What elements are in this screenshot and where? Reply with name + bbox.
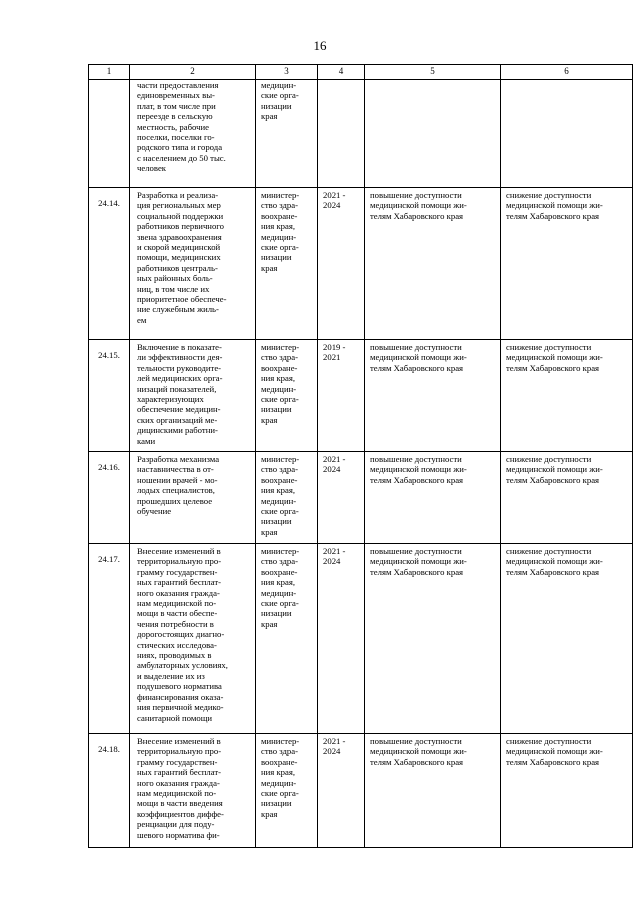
cell-period: 2021 - 2024	[318, 734, 365, 848]
cell-period: 2021 - 2024	[318, 188, 365, 340]
table-row-continuation	[89, 80, 633, 188]
cell-number: 24.14.	[89, 188, 130, 340]
cell-number: 24.16.	[89, 452, 130, 544]
cell-result: повышение доступности медицинской помощи жи- телям Хабаровского края	[365, 544, 501, 734]
measures-table	[88, 64, 633, 848]
cell-measure: Включение в показате- ли эффективности дея- тельности руководите- лей медицинских орга- низаций показателей, характеризующих обеспечение медицин- ских организаций ме- дицинскими работни- ками	[130, 340, 256, 452]
cell-consequence: снижение доступности медицинской помощи жи- телям Хабаровского края	[501, 452, 633, 544]
table-row	[89, 734, 633, 848]
cell-measure: Внесение изменений в территориальную про- грамму государствен- ных гарантий бесплат- ного оказания гражда- нам медицинской по- мощи в части обеспе- чения потребности в дорогостоящих диагно- стических исследова- ниях, проводимых в амбулаторных условиях, и выделение их из подушевого норматива финансирования оказа- ния первичной медико- санитарной помощи	[130, 544, 256, 734]
cell-result: повышение доступности медицинской помощи жи- телям Хабаровского края	[365, 734, 501, 848]
column-header-4: 4	[318, 65, 365, 80]
cell-measure: части предоставления единовременных вы- плат, в том числе при переезде в сельскую местность, рабочие поселки, поселки го- родского типа и города с населением до 50 тыс. человек	[130, 80, 256, 188]
cell-result	[365, 80, 501, 188]
cell-number: 24.17.	[89, 544, 130, 734]
cell-result: повышение доступности медицинской помощи жи- телям Хабаровского края	[365, 340, 501, 452]
cell-measure: Разработка и реализа- ция региональных мер социальной поддержки работников первичного звена здравоохранения и скорой медицинской помощи, медицинских работников централь- ных районных боль- ниц, в том числе их приоритетное обеспече- ние служебным жиль- ем	[130, 188, 256, 340]
cell-period: 2019 - 2021	[318, 340, 365, 452]
column-header-5: 5	[365, 65, 501, 80]
cell-executor: министер- ство здра- воохране- ния края, медицин- ские орга- низации края	[256, 188, 318, 340]
column-header-2: 2	[130, 65, 256, 80]
table-row	[89, 188, 633, 340]
cell-result: повышение доступности медицинской помощи жи- телям Хабаровского края	[365, 188, 501, 340]
cell-consequence: снижение доступности медицинской помощи жи- телям Хабаровского края	[501, 544, 633, 734]
cell-number	[89, 80, 130, 188]
cell-consequence	[501, 80, 633, 188]
cell-executor: министер- ство здра- воохране- ния края, медицин- ские орга- низации края	[256, 734, 318, 848]
cell-measure: Разработка механизма наставничества в от- ношении врачей - мо- лодых специалистов, прошедших целевое обучение	[130, 452, 256, 544]
cell-period: 2021 - 2024	[318, 452, 365, 544]
cell-result: повышение доступности медицинской помощи жи- телям Хабаровского края	[365, 452, 501, 544]
cell-consequence: снижение доступности медицинской помощи жи- телям Хабаровского края	[501, 734, 633, 848]
table-row	[89, 452, 633, 544]
cell-measure: Внесение изменений в территориальную про- грамму государствен- ных гарантий бесплат- ного оказания гражда- нам медицинской по- мощи в части введения коэффициентов диффе- ренциации для поду- шевого норматива фи-	[130, 734, 256, 848]
cell-period	[318, 80, 365, 188]
page-number: 16	[313, 38, 327, 53]
cell-executor: министер- ство здра- воохране- ния края, медицин- ские орга- низации края	[256, 452, 318, 544]
column-header-6: 6	[501, 65, 633, 80]
cell-executor: министер- ство здра- воохране- ния края, медицин- ские орга- низации края	[256, 544, 318, 734]
cell-executor: министер- ство здра- воохране- ния края, медицин- ские орга- низации края	[256, 340, 318, 452]
cell-number: 24.18.	[89, 734, 130, 848]
cell-number: 24.15.	[89, 340, 130, 452]
column-header-3: 3	[256, 65, 318, 80]
cell-executor: медицин- ские орга- низации края	[256, 80, 318, 188]
column-header-1: 1	[89, 65, 130, 80]
cell-consequence: снижение доступности медицинской помощи жи- телям Хабаровского края	[501, 188, 633, 340]
cell-consequence: снижение доступности медицинской помощи жи- телям Хабаровского края	[501, 340, 633, 452]
table-header-row	[89, 65, 633, 80]
table-row	[89, 340, 633, 452]
cell-period: 2021 - 2024	[318, 544, 365, 734]
table-row	[89, 544, 633, 734]
